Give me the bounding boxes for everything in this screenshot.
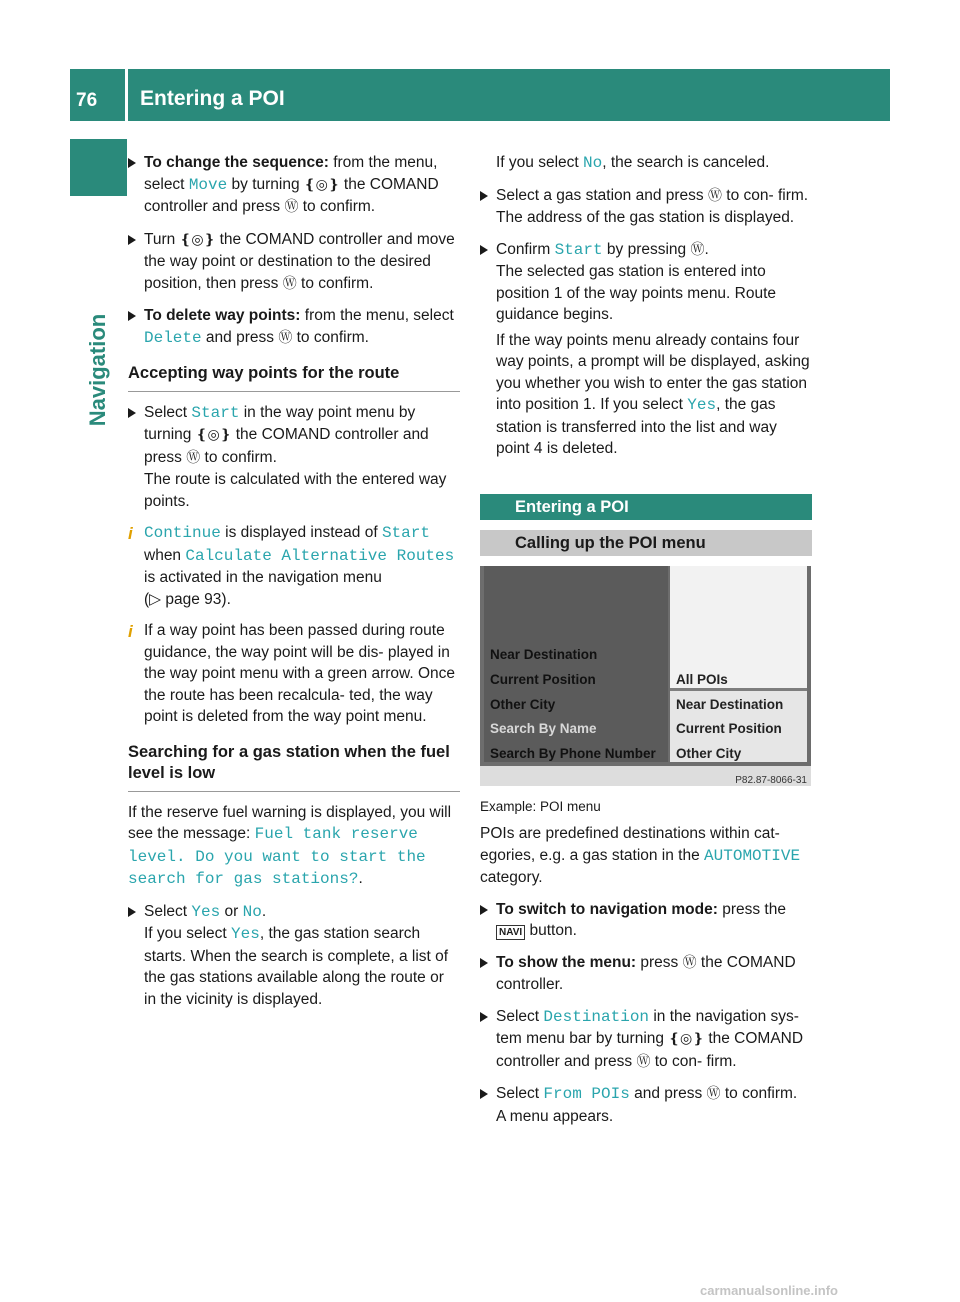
instruction-select-start: Select Start in the way point menu by turning ❴◎❵ the COMAND controller and press Ⓦ to confirm. The route is calculated with the entered way points. xyxy=(128,402,460,513)
press-controller-icon: Ⓦ xyxy=(706,1086,721,1102)
page-number: 76 xyxy=(76,90,98,111)
paragraph-cancel: If you select No, the search is canceled. xyxy=(496,154,770,172)
screen-submenu-item: Current Position xyxy=(676,720,782,736)
screen-submenu-item: All POIs xyxy=(676,671,728,687)
info-note-passed-way-point: i If a way point has been passed during route guidance, the way point will be dis- played in the way point menu with a green arrow. Once the route has been recalcula- ted, the way point is deleted from the way point menu. xyxy=(128,622,456,725)
figure-caption: Example: POI menu xyxy=(480,798,601,814)
screen-menu-item: Search By Phone Number xyxy=(490,745,656,761)
instruction-switch-navigation: To switch to navigation mode: press the NAVI button. xyxy=(480,899,812,942)
section-heading-accepting: Accepting way points for the route xyxy=(128,363,460,392)
screen-right-top xyxy=(670,566,807,666)
press-controller-icon: Ⓦ xyxy=(186,449,201,466)
screen-menu-item: Current Position xyxy=(490,671,596,687)
info-icon: i xyxy=(128,524,133,543)
instruction-show-menu: To show the menu: press Ⓦ the COMAND controller. xyxy=(480,952,812,996)
menu-item-delete: Delete xyxy=(144,328,202,347)
press-controller-icon: Ⓦ xyxy=(690,241,705,258)
bold-label: To show the menu: xyxy=(496,953,637,971)
instruction-select-destination: Select Destination in the navigation sys- tem menu bar by turning ❴◎❵ the COMAND controller and press Ⓦ to con- firm. xyxy=(480,1006,812,1074)
press-controller-icon: Ⓦ xyxy=(682,954,697,971)
turn-controller-icon: ❴◎❵ xyxy=(303,176,340,193)
arrow-bullet-icon xyxy=(128,235,136,245)
screen-menu-item: Search By Name xyxy=(490,720,597,736)
press-controller-icon: Ⓦ xyxy=(278,329,293,346)
watermark: carmanualsonline.info xyxy=(700,1283,838,1298)
info-note-continue: i Continue is displayed instead of Start when Calculate Alternative Routes is activated in the navigation menu (▷ page 93). xyxy=(128,524,455,608)
screen-footer xyxy=(480,766,811,786)
instruction-delete-way-points: To delete way points: from the menu, select Delete and press Ⓦ to confirm. xyxy=(128,305,460,349)
arrow-bullet-icon xyxy=(128,408,136,418)
turn-controller-icon: ❴◎❵ xyxy=(668,1031,705,1047)
press-controller-icon: Ⓦ xyxy=(636,1053,651,1070)
menu-item-start: Start xyxy=(191,403,240,422)
turn-controller-icon: ❴◎❵ xyxy=(179,231,216,248)
bold-label: To switch to navigation mode: xyxy=(496,900,718,918)
poi-menu-screenshot xyxy=(480,566,811,786)
navi-button-icon: NAVI xyxy=(496,925,525,940)
section-banner: Entering a POI xyxy=(480,494,812,520)
instruction-turn: Turn ❴◎❵ the COMAND controller and move the way point or destination to the desired position, then press Ⓦ to confirm. xyxy=(128,229,460,296)
screen-submenu-item: Other City xyxy=(676,745,742,761)
message-text: Fuel tank reserve level. Do you want to start the search for gas stations? xyxy=(128,825,426,888)
arrow-bullet-icon xyxy=(480,245,488,255)
paragraph-reserve-warning: If the reserve fuel warning is displayed, you will see the message: Fuel tank reserve level. Do you want to start the search for gas stations?. xyxy=(128,803,452,888)
press-controller-icon: Ⓦ xyxy=(707,187,722,204)
section-tab xyxy=(70,139,127,196)
page-title: Entering a POI xyxy=(140,87,285,110)
screen-menu-item: Other City xyxy=(490,696,556,712)
instruction-select-yes-no: Select Yes or No. If you select Yes, the gas station search starts. When the search is complete, a list of the gas stations available along the route or in the vicinity is displayed. xyxy=(128,901,460,1011)
arrow-bullet-icon xyxy=(480,1089,488,1099)
instruction-select-from-pois: Select From POIs and press Ⓦ to confirm. A menu appears. xyxy=(480,1083,812,1127)
page-reference-link[interactable]: (▷ page 93). xyxy=(144,590,231,608)
image-code: P82.87-8066-31 xyxy=(735,774,807,786)
arrow-bullet-icon xyxy=(128,158,136,168)
instruction-change-sequence: To change the sequence: from the menu, select Move by turning ❴◎❵ the COMAND controller and press Ⓦ to confirm. xyxy=(128,152,460,219)
press-controller-icon: Ⓦ xyxy=(282,275,297,292)
arrow-bullet-icon xyxy=(128,907,136,917)
arrow-bullet-icon xyxy=(480,1012,488,1022)
turn-controller-icon: ❴◎❵ xyxy=(195,427,232,443)
paragraph-pois: POIs are predefined destinations within cat- egories, e.g. a gas station in the AUTOMOTIVE category. xyxy=(480,825,801,886)
instruction-select-gas-station: Select a gas station and press Ⓦ to con- firm. The address of the gas station is displayed. xyxy=(480,185,812,229)
right-column xyxy=(480,152,812,1137)
bold-label: To delete way points: xyxy=(144,307,301,324)
arrow-bullet-icon xyxy=(480,905,488,915)
section-label: Navigation xyxy=(85,313,110,427)
arrow-bullet-icon xyxy=(480,191,488,201)
header-separator xyxy=(125,69,128,121)
screen-menu-item: Near Destination xyxy=(490,646,598,662)
instruction-confirm-start: Confirm Start by pressing Ⓦ. The selected gas station is entered into position 1 of the way points menu. Route guidance begins. If the way points menu already contains four way points, a prompt will be displayed, asking you whether you wish to enter the gas station into position 1. If you select Yes, the gas station is transferred into the list and way point 4 is deleted. xyxy=(480,239,812,460)
press-controller-icon: Ⓦ xyxy=(284,199,299,215)
bold-label: To change the sequence: xyxy=(144,154,329,171)
section-heading-gas-station: Searching for a gas station when the fuel level is low xyxy=(128,742,460,792)
screen-submenu-item: Near Destination xyxy=(676,696,784,712)
arrow-bullet-icon xyxy=(480,958,488,968)
arrow-bullet-icon xyxy=(128,311,136,321)
menu-item-move: Move xyxy=(188,175,228,194)
subsection-banner: Calling up the POI menu xyxy=(480,530,812,556)
left-column xyxy=(128,152,460,1020)
info-icon: i xyxy=(128,622,133,641)
